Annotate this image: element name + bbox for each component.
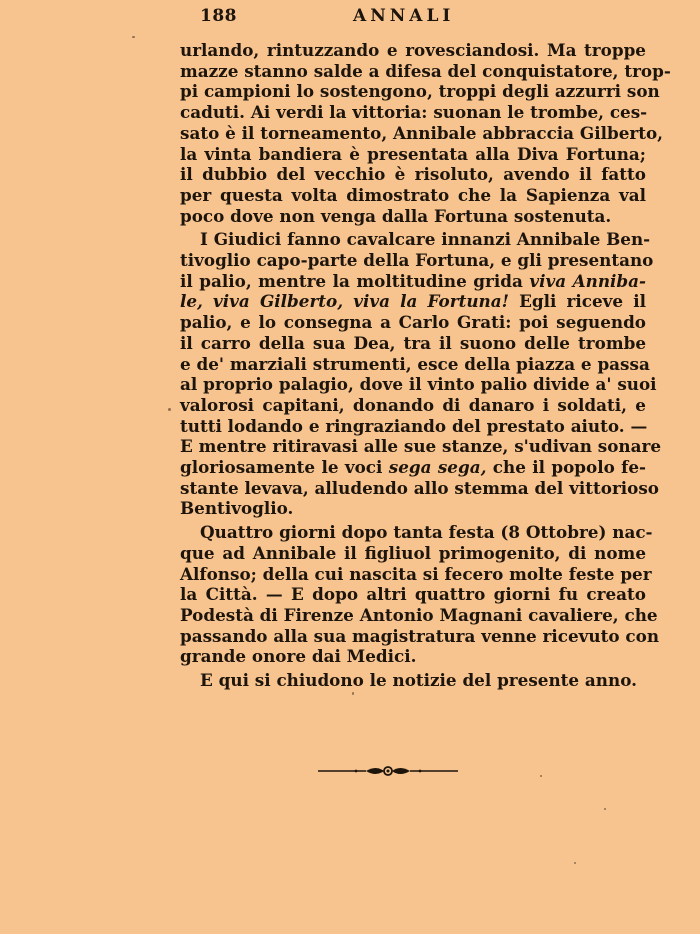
text-line — [180, 625, 660, 647]
text-segment: viva Anniba- — [529, 270, 646, 291]
text-line — [180, 81, 660, 102]
text-line — [180, 436, 661, 457]
paragraph — [180, 229, 661, 519]
text-segment: sega sega, — [388, 457, 487, 478]
running-title: ANNALI — [353, 6, 455, 26]
tailpiece-ornament-icon — [318, 764, 458, 778]
text-line — [180, 353, 650, 375]
text-segment: Quattro giorni dopo tanta festa (8 Ottobre) nac- — [200, 522, 653, 543]
text-segment: per questa volta dimostrato che la Sapienza val — [180, 184, 646, 205]
text-segment: e de' marziali strumenti, esce della piazza e passa — [180, 353, 650, 374]
text-line — [180, 604, 658, 626]
text-segment: valorosi capitani, donando di danaro i soldati, e — [180, 394, 646, 415]
text-segment: che il popolo fe- — [486, 457, 646, 478]
page-header — [200, 6, 500, 30]
text-segment: passando alla sua magistratura venne ricevuto con — [180, 625, 660, 646]
text-line — [180, 477, 659, 499]
text-segment: poco dove non venga dalla Fortuna sostenuta. — [180, 205, 612, 226]
text-line — [180, 543, 646, 564]
text-line — [180, 144, 646, 165]
text-line — [180, 522, 653, 543]
text-segment: il dubbio del vecchio è risoluto, avendo il fatto — [180, 164, 646, 185]
text-line — [180, 206, 646, 227]
text-segment: I Giudici fanno cavalcare innanzi Annibale Ben- — [200, 229, 651, 250]
text-segment: tutti lodando e ringraziando del prestato aiuto. — — [180, 415, 648, 436]
text-segment: Egli riceve il — [508, 291, 646, 312]
paper-speck — [574, 862, 576, 864]
text-line — [180, 102, 646, 123]
text-segment: E mentre ritiravasi alle sue stanze, s'udivan sonare — [180, 436, 661, 457]
text-segment: il carro della sua Dea, tra il suono delle trombe — [180, 332, 646, 353]
text-segment: il palio, mentre la moltitudine grida — [180, 270, 530, 291]
text-line — [180, 229, 651, 250]
text-line — [180, 416, 646, 437]
paper-speck — [132, 36, 135, 38]
text-segment: sato è il torneamento, Annibale abbraccia Gilberto, — [180, 122, 664, 143]
paper-speck — [604, 808, 606, 810]
paragraph — [180, 522, 660, 667]
text-line — [180, 122, 664, 144]
text-segment: Bentivoglio. — [180, 498, 294, 519]
text-line — [180, 164, 646, 185]
text-segment: la Città. — E dopo altri quattro giorni fu creato — [180, 584, 646, 605]
text-line — [180, 291, 646, 312]
body-text — [180, 40, 671, 694]
text-line — [180, 333, 646, 354]
text-segment: E qui si chiudono le notizie del presente anno. — [200, 670, 637, 691]
text-segment: mazze stanno salde a difesa del conquistatore, trop- — [180, 60, 671, 81]
text-segment: grande onore dai Medici. — [180, 646, 417, 667]
text-segment: al proprio palagio, dove il vinto palio divide a' suoi — [180, 374, 657, 395]
text-segment: Alfonso; della cui nascita si fecero molte feste per — [180, 563, 652, 584]
text-line — [180, 40, 646, 61]
text-line — [180, 457, 646, 478]
text-segment: tivoglio capo-parte della Fortuna, e gli presentano — [180, 250, 654, 271]
page-number: 188 — [200, 6, 237, 26]
text-line — [180, 646, 646, 667]
text-line — [180, 185, 646, 206]
text-segment: urlando, rintuzzando e rovesciandosi. Ma troppe — [180, 40, 646, 60]
text-segment: Podestà di Firenze Antonio Magnani cavaliere, che — [180, 604, 658, 625]
paragraph — [180, 40, 671, 226]
text-segment: gloriosamente le voci — [180, 457, 389, 478]
text-line — [180, 250, 654, 271]
paragraph — [180, 670, 646, 691]
text-segment: palio, e lo consegna a Carlo Grati: poi seguendo — [180, 312, 646, 333]
text-line — [180, 563, 652, 585]
text-line — [180, 60, 671, 82]
text-line — [180, 670, 646, 691]
text-segment: la vinta bandiera è presentata alla Diva Fortuna; — [180, 143, 646, 164]
paper-speck — [540, 775, 542, 777]
paper-speck — [168, 408, 171, 411]
text-line — [180, 374, 657, 395]
text-line — [180, 271, 646, 292]
text-line — [180, 498, 646, 519]
text-line — [180, 584, 646, 605]
paper-speck — [352, 692, 354, 695]
text-segment: pi campioni lo sostengono, troppi degli azzurri son — [180, 81, 660, 102]
text-segment: le, viva Gilberto, viva la Fortuna! — [180, 291, 509, 312]
text-segment: stante levava, alludendo allo stemma del vittorioso — [180, 477, 659, 498]
text-segment: que ad Annibale il figliuol primogenito, di nome — [180, 542, 646, 563]
text-line — [180, 395, 646, 416]
text-segment: caduti. Ai verdi la vittoria: suonan le trombe, ces- — [180, 102, 648, 123]
text-line — [180, 312, 646, 333]
